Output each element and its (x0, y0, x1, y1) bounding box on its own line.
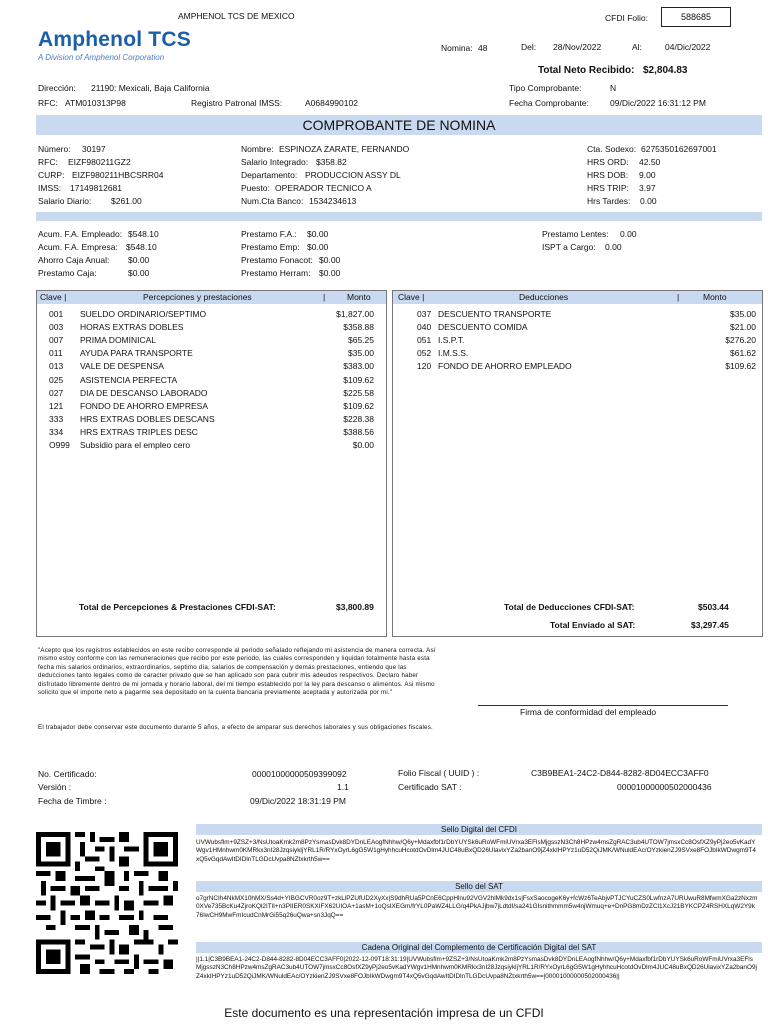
neto-label: Total Neto Recibido: (538, 65, 635, 76)
certificado-sat-value: 00001000000502000436 (617, 782, 712, 792)
company-name: AMPHENOL TCS DE MEXICO (178, 11, 295, 21)
certificado-sat-label: Certificado SAT : (398, 782, 462, 792)
ahorro-caja-value: $0.00 (128, 255, 150, 265)
percepcion-desc: AYUDA PARA TRANSPORTE (80, 348, 193, 359)
rfc-emisor-value: ATM010313P98 (65, 98, 126, 108)
prestamo-fonacot-value: $0.00 (319, 255, 341, 265)
percepcion-desc: Subsidio para el empleo cero (80, 440, 191, 450)
deduccion-desc: I.M.S.S. (438, 348, 469, 359)
total-deducciones-label: Total de Deducciones CFDI-SAT: (504, 602, 635, 612)
al-label: Al: (632, 42, 642, 52)
total-percepciones-value: $3,800.89 (336, 602, 374, 612)
percepcion-desc: DIA DE DESCANSO LABORADO (80, 387, 208, 398)
sello-sat-text: o7grNCIh4NkMX10hMX/Ss4d+YIBGCVR0oz9T+zkLlPZUfUD2XyXx|S9dhRUa5PCnE6CppHlnu92VGV2hlMk9dx1s|FsxSaocogeK6y+fcWz6TeAbjvPTJCYuCZS0LwfnzA7URUwuR8MfwmXGa2zNxzm0XVe735BcKu4ZjroKQl2ITlI+n3PIIER0SKXIFX62UIOA+1asM+1oQsIXEGm/frYL0PaWZ4LLG/q4PkAJjbw7jLdtdI/sa241GIsnithmmm5w4njWmuq+e+DnPG8mDzZCl1XcJ21BYKCPZ4RSHXLqW2Y9k76IwCH9MwFmIcudCnMrGi55q26uQwa+sn3JqQ== (196, 895, 758, 919)
percepcion-monto: $225.58 (343, 387, 374, 398)
deduccion-clave: 052 (417, 348, 432, 359)
acum-fa-empresa-label: Acum. F.A. Empresa: (38, 242, 118, 252)
cta-sodexo-label: Cta. Sodexo: (587, 144, 637, 154)
logo-subtitle: A Division of Amphenol Corporation (38, 53, 165, 62)
num-cta-banco-value: 1534234613 (309, 196, 357, 206)
departamento-label: Departamento: (241, 170, 298, 180)
signature-line (478, 705, 728, 706)
al-value: 04/Dic/2022 (665, 42, 711, 52)
folio-fiscal-value: C3B9BEA1-24C2-D844-8282-8D04ECC3AFF0 (531, 768, 709, 778)
departamento-value: PRODUCCION ASSY DL (305, 170, 401, 180)
deduccion-desc: FONDO DE AHORRO EMPLEADO (438, 361, 572, 372)
hrs-dob-label: HRS DOB: (587, 170, 629, 180)
deduccion-desc: I.S.P.T. (438, 335, 465, 346)
legal-statement-conservation: El trabajador debe conservar este documento durante 5 años, a efecto de amparar sus derechos laborales y sus obligaciones fiscales. (38, 724, 433, 731)
percepcion-clave: 025 (49, 374, 64, 385)
perc-header-desc: Percepciones y prestaciones (143, 292, 252, 302)
folio-value: 588685 (661, 7, 731, 27)
logo-brand: Amphenol TCS (38, 28, 191, 51)
hrs-tardes-label: Hrs Tardes: (587, 196, 631, 206)
rfc-emisor-label: RFC: (38, 98, 58, 108)
del-label: Del: (521, 42, 537, 52)
acum-fa-empleado-label: Acum. F.A. Empleado: (38, 229, 123, 239)
salario-diario-label: Salario Diario: (38, 196, 92, 206)
prestamo-herram-label: Prestamo Herram: (241, 268, 311, 278)
prestamo-emp-value: $0.00 (307, 242, 329, 252)
num-cta-banco-label: Num.Cta Banco: (241, 196, 304, 206)
company-logo (38, 28, 191, 62)
percepcion-clave: 011 (49, 348, 63, 359)
percepcion-clave: 333 (49, 413, 64, 424)
deduccion-monto: $21.00 (730, 322, 756, 333)
perc-header-monto: Monto (347, 292, 371, 302)
fecha-timbre-value: 09/Dic/2022 18:31:19 PM (250, 796, 346, 806)
fecha-comprobante-label: Fecha Comprobante: (509, 98, 589, 108)
deduccion-clave: 120 (417, 361, 432, 372)
sello-sat-header: Sello del SAT (196, 881, 762, 892)
nombre-value: ESPINOZA ZARATE, FERNANDO (279, 144, 410, 154)
percepcion-monto: $388.56 (343, 426, 374, 437)
document-title: COMPROBANTE DE NOMINA (36, 115, 762, 135)
percepcion-monto: $0.00 (352, 440, 374, 450)
no-certificado-label: No. Certificado: (38, 769, 97, 779)
total-deducciones-value: $503.44 (698, 602, 729, 612)
prestamo-emp-label: Prestamo Emp: (241, 242, 300, 252)
percepcion-clave: 334 (49, 426, 64, 437)
percepcion-monto: $35.00 (348, 348, 374, 359)
percepcion-clave: 007 (49, 335, 64, 346)
ded-header-clave: Clave | (398, 292, 425, 302)
hrs-ord-value: 42.50 (639, 157, 661, 167)
imss-label: IMSS: (38, 183, 62, 193)
salario-integrado-value: $358.82 (316, 157, 347, 167)
deduccion-clave: 037 (417, 309, 432, 319)
perc-header-sep: | (323, 292, 326, 302)
hrs-tardes-value: 0.00 (640, 196, 657, 206)
nomina-label: Nomina: (441, 43, 473, 53)
deduccion-clave: 051 (417, 335, 432, 346)
hrs-ord-label: HRS ORD: (587, 157, 629, 167)
percepcion-desc: ASISTENCIA PERFECTA (80, 374, 178, 385)
deduccion-desc: DESCUENTO COMIDA (438, 322, 528, 333)
salario-integrado-label: Salario Integrado: (241, 157, 309, 167)
no-certificado-value: 00001000000509399092 (252, 769, 347, 779)
imss-value: 17149812681 (70, 183, 123, 193)
percepcion-clave: 027 (49, 387, 64, 398)
deduccion-monto: $35.00 (730, 309, 756, 319)
prestamo-fa-value: $0.00 (307, 229, 329, 239)
ded-header-sep: | (677, 292, 680, 302)
ispt-cargo-value: 0.00 (605, 242, 622, 252)
percepcion-monto: $109.62 (343, 400, 374, 411)
fecha-comprobante-value: 09/Dic/2022 16:31:12 PM (610, 98, 706, 108)
percepcion-monto: $65.25 (348, 335, 374, 346)
registro-patronal-label: Registro Patronal IMSS: (191, 98, 283, 108)
deduccion-desc: DESCUENTO TRANSPORTE (438, 309, 552, 319)
neto-value: $2,804.83 (643, 65, 688, 76)
percepcion-desc: HRS EXTRAS TRIPLES DESC (80, 426, 198, 437)
deducciones-header (393, 291, 762, 304)
prestamo-lentes-label: Prestamo Lentes: (542, 229, 609, 239)
percepcion-monto: $1,827.00 (336, 309, 374, 319)
percepcion-monto: $383.00 (343, 361, 374, 372)
cadena-original-header: Cadena Original del Complemento de Certificación Digital del SAT (196, 942, 762, 953)
prestamo-fonacot-label: Prestamo Fonacot: (241, 255, 313, 265)
numero-label: Número: (38, 144, 71, 154)
prestamo-fa-label: Prestamo F.A.: (241, 229, 297, 239)
direccion-value: 21190: Mexicali, Baja California (91, 83, 210, 93)
prestamo-caja-label: Prestamo Caja: (38, 268, 97, 278)
version-value: 1.1 (337, 782, 349, 792)
ahorro-caja-label: Ahorro Caja Anual: (38, 255, 110, 265)
percepcion-desc: PRIMA DOMINICAL (80, 335, 157, 346)
sello-cfdi-header: Sello Digital del CFDI (196, 824, 762, 835)
qr-code (36, 832, 178, 974)
acum-fa-empresa-value: $548.10 (126, 242, 157, 252)
percepcion-clave: 003 (49, 322, 64, 333)
percepcion-monto: $228.38 (343, 413, 374, 424)
registro-patronal-value: A0684990102 (305, 98, 358, 108)
deduccion-clave: 040 (417, 322, 432, 333)
hrs-trip-label: HRS TRIP: (587, 183, 629, 193)
deduccion-monto: $276.20 (725, 335, 756, 346)
prestamo-caja-value: $0.00 (128, 268, 150, 278)
tipo-comprobante-value: N (610, 83, 617, 93)
ded-header-monto: Monto (703, 292, 727, 302)
cadena-original-text: ||1.1|C3B9BEA1-24C2-D844-8282-8D04ECC3AFF0|2022-12-09T18:31:19|UVWubsflm+9ZSZ+3/NsUtoaKmk2m8PzYsmasDvk8DYDnLEAogfNhhw/Q6y+Mdaxfbf1rDbYUYSk6uRoWFmiUVrxa3EFlsMjgsszN3Ch8HPzw4msZgRAC3ub4UTOW7jmsxCc8OsfXZ9yPj2eo5vKadYWgv1HMnhwm0KMRkx3nI28JzqsiykljYRL1R/RYxOyrL6gG5W1gHyhhcuHcotdOvDlm4JUC48uBxQD26UlavixYZa2banO9jZ4xkIHPYz1uD52QiJMK/WNuldEAc/OYzkienZJ9SVxe8FOJbIkWDwgm9T4xQ5vGqdAwItDIDlnTLGDcUvpa8NZtxkrth5w==|00001000000502000436|| (196, 956, 757, 980)
curp-value: EIZF980211HBCSRR04 (72, 170, 164, 180)
deduccion-monto: $109.62 (725, 361, 756, 372)
del-value: 28/Nov/2022 (553, 42, 602, 52)
perc-header-clave: Clave | (40, 292, 67, 302)
sello-cfdi-text: UVWubsflm+9ZSZ+3/NsUtoaKmk2m8PzYsmasDvk8DYDnLEAogfNhhw/Q6y+Mdaxfbf1rDbYUYSk6uRoWFmiUVrxa3EFlsMjgsszN3Ch8HPzw4msZgRAC3ub4UTOW7jmsxCc8OsfXZ9yPj2eo5vKadYWgv1HMnhwm0KMRkx3nI28JzqsiykljYRL1R/RYxOyrL6gG5W1gHyhhcuHcotdOvDlm4JUC48uBxQD26UlavixYZa2banO9jZ4xkIHPYz1uD52QiJMK/WNuldEAc/OYzkienZJ9SVxe8FOJbIkWDwgm9T4xQ5vGqdAwItDIDlnTLGDcUvpa8NZtxkrth5w== (196, 839, 756, 863)
ispt-cargo-label: ISPT a Cargo: (542, 242, 596, 252)
legal-statement: "Acepto que los registros establecidos en este recibo corresponde al periodo señalado reflejando mi asistencia de manera correcta. Así mismo estoy conforme con las remuneraciones que recibo por este periodo, las cuales corresponden y liquidan totalmente hasta esta fecha mis salarios ordinarios, extraordinarios, septimo día, salarios de compensación y demás prestaciones, entiendo que las deducciones tanto legales como de caracter privado que se han aplicado son para cubrir mis adeudos respectivos. Declaro haber disfrutado libremente dentro de mi jornada y horario laboral, del mi tiempo establecido por la ley para descanso o alimentos. Asi mismo solicito que el importe neto a pagarme sea depositado en la cuenta bancaria previamente aceptada y autorizada por mi." (38, 647, 436, 697)
separator-band (36, 212, 762, 221)
acum-fa-empleado-value: $548.10 (128, 229, 159, 239)
deduccion-monto: $61.62 (730, 348, 756, 359)
curp-label: CURP: (38, 170, 65, 180)
percepcion-desc: VALE DE DESPENSA (80, 361, 164, 372)
puesto-label: Puesto: (241, 183, 270, 193)
nombre-label: Nombre: (241, 144, 274, 154)
puesto-value: OPERADOR TECNICO A (275, 183, 372, 193)
percepcion-desc: HRS EXTRAS DOBLES DESCANS (80, 413, 215, 424)
percepcion-monto: $109.62 (343, 374, 374, 385)
ded-header-desc: Deducciones (519, 292, 569, 302)
nomina-value: 48 (478, 43, 488, 53)
hrs-trip-value: 3.97 (639, 183, 656, 193)
fecha-timbre-label: Fecha de Timbre : (38, 796, 107, 806)
percepcion-clave: O999 (49, 440, 70, 450)
rfc-label: RFC: (38, 157, 58, 167)
folio-fiscal-label: Folio Fiscal ( UUID ) : (398, 768, 480, 778)
percepcion-clave: 013 (49, 361, 64, 372)
direccion-label: Dirección: (38, 83, 76, 93)
percepcion-desc: HORAS EXTRAS DOBLES (80, 322, 184, 333)
total-percepciones-label: Total de Percepciones & Prestaciones CFDI-SAT: (79, 602, 276, 612)
numero-value: 30197 (82, 144, 106, 154)
prestamo-herram-value: $0.00 (319, 268, 341, 278)
salario-diario-value: $261.00 (111, 196, 142, 206)
cta-sodexo-value: 6275350162697001 (641, 144, 717, 154)
percepcion-monto: $358.88 (343, 322, 374, 333)
firma-label: Firma de conformidad del empleado (520, 707, 657, 717)
folio-label: CFDI Folio: (605, 13, 648, 23)
total-sat-label: Total Enviado al SAT: (550, 620, 636, 630)
footer-note: Este documento es una representación impresa de un CFDI (224, 1006, 544, 1020)
total-sat-value: $3,297.45 (691, 620, 729, 630)
hrs-dob-value: 9.00 (639, 170, 656, 180)
rfc-value: EIZF980211GZ2 (68, 157, 131, 167)
percepcion-desc: SUELDO ORDINARIO/SEPTIMO (80, 309, 207, 319)
percepcion-desc: FONDO DE AHORRO EMPRESA (80, 400, 208, 411)
version-label: Versión : (38, 782, 72, 792)
percepcion-clave: 001 (49, 309, 64, 319)
prestamo-lentes-value: 0.00 (620, 229, 637, 239)
tipo-comprobante-label: Tipo Comprobante: (509, 83, 582, 93)
percepcion-clave: 121 (49, 400, 64, 411)
percepciones-header (37, 291, 386, 304)
